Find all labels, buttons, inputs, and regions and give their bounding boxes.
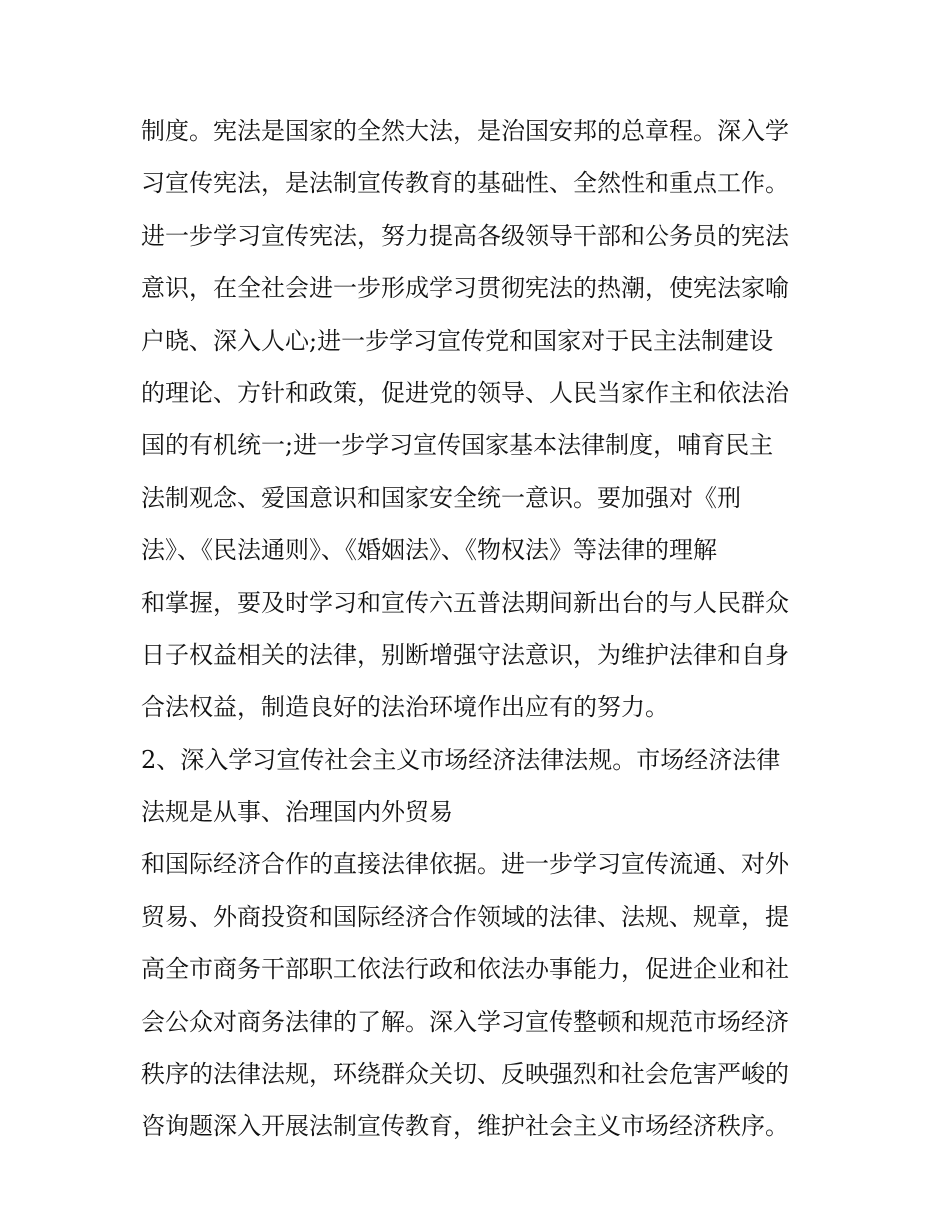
text-line: 日子权益相关的法律，别断增强守法意识，为维护法律和自身 xyxy=(141,640,789,669)
text-line: 和掌握，要及时学习和宣传六五普法期间新出台的与人民群众 xyxy=(141,588,789,617)
text-line: 制度。宪法是国家的全然大法，是治国安邦的总章程。深入学 xyxy=(141,117,789,145)
text-line: 高全市商务干部职工依法行政和依法办事能力，促进企业和社 xyxy=(141,955,789,984)
text-line: 秩序的法律法规，环绕群众关切、反映强烈和社会危害严峻的 xyxy=(141,1060,789,1089)
body-text xyxy=(141,105,831,1153)
text-line: 法规是从事、治理国内外贸易 xyxy=(141,798,453,827)
section-heading-line: 2、深入学习宣传社会主义市场经济法律法规。市场经济法律 xyxy=(141,745,781,774)
text-line: 户晓、深入人心;进一步学习宣传党和国家对于民主法制建设 xyxy=(141,326,774,355)
text-line: 贸易、外商投资和国际经济合作领域的法律、法规、规章，提 xyxy=(141,902,789,931)
text-line: 法》、《民法通则》、《婚姻法》、《物权法》等法律的理解 xyxy=(141,536,717,565)
text-line: 合法权益，制造良好的法治环境作出应有的努力。 xyxy=(141,693,669,722)
text-line: 法制观念、爱国意识和国家安全统一意识。要加强对《刑 xyxy=(141,483,741,512)
text-line: 进一步学习宣传宪法，努力提高各级领导干部和公务员的宪法 xyxy=(141,221,789,250)
text-line: 会公众对商务法律的了解。深入学习宣传整顿和规范市场经济 xyxy=(141,1007,789,1036)
text-line: 意识，在全社会进一步形成学习贯彻宪法的热潮，使宪法家喻 xyxy=(141,274,789,303)
text-line: 习宣传宪法，是法制宣传教育的基础性、全然性和重点工作。 xyxy=(141,169,789,198)
text-line: 咨询题深入开展法制宣传教育，维护社会主义市场经济秩序。 xyxy=(141,1112,789,1141)
text-line: 的理论、方针和政策，促进党的领导、人民当家作主和依法治 xyxy=(141,378,789,407)
text-line: 国的有机统一;进一步学习宣传国家基本法律制度，哺育民主 xyxy=(141,431,774,460)
text-line: 和国际经济合作的直接法律依据。进一步学习宣传流通、对外 xyxy=(141,850,789,879)
